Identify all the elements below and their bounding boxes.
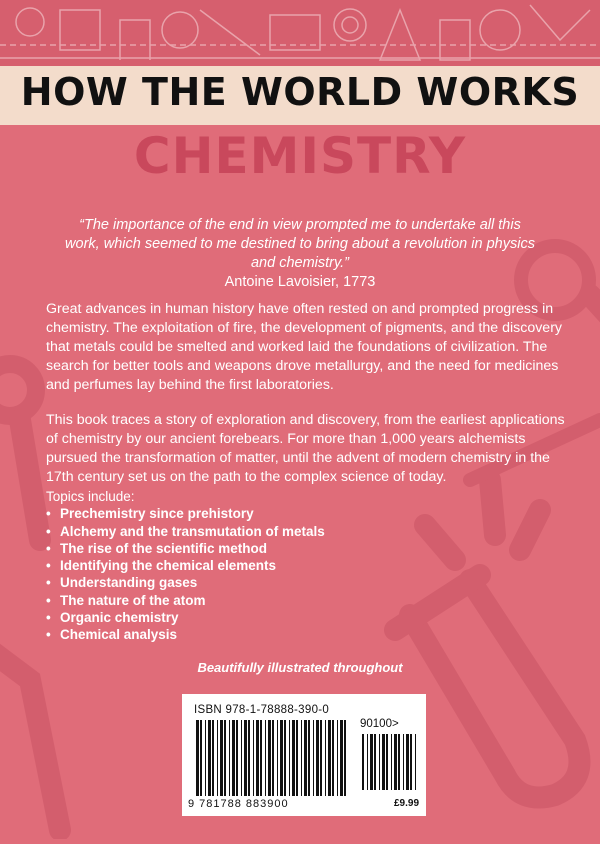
barcode-number: 9 781788 883900 [188, 798, 289, 810]
bullet-icon: • [46, 540, 51, 556]
topics-heading: Topics include: [46, 489, 135, 504]
list-item: • Chemical analysis [46, 627, 178, 643]
bullet-icon: • [46, 575, 51, 591]
bullet-icon: • [46, 610, 51, 626]
list-item: • Prechemistry since prehistory [46, 506, 254, 522]
book-title: CHEMISTRY [133, 127, 467, 185]
quote-block [60, 216, 540, 292]
bullet-icon: • [46, 627, 51, 643]
bullet-icon: • [46, 523, 51, 539]
list-item: • Identifying the chemical elements [46, 558, 277, 574]
price-label: £9.99 [394, 798, 420, 809]
list-item: • Organic chemistry [46, 610, 179, 626]
list-item: • Understanding gases [46, 575, 198, 591]
addon-code: 90100> [360, 718, 399, 730]
tagline: Beautifully illustrated throughout [197, 660, 403, 675]
list-item: • The rise of the scientific method [46, 540, 268, 556]
list-item: • The nature of the atom [46, 592, 206, 608]
bullet-icon: • [46, 506, 51, 522]
list-item: • Alchemy and the transmutation of metals [46, 523, 325, 539]
lab-equipment-illustration [0, 0, 600, 66]
isbn-label: ISBN 978-1-78888-390-0 [194, 704, 330, 716]
bullet-icon: • [46, 592, 51, 608]
series-title: HOW THE WORLD WORKS [20, 70, 580, 114]
topics-list [46, 488, 346, 644]
bullet-icon: • [46, 558, 51, 574]
barcode-panel [182, 694, 426, 816]
flask-icon [0, 650, 60, 830]
quote-attribution: Antoine Lavoisier, 1773 [224, 274, 376, 290]
body-paragraph: Great advances in human history have often rested on and prompted progress in chemistry. The exploitation of fire, the development of pigments, and the discovery that metals could be smelted and worked laid the foundations of civilization. The search for better tools and weapons drove metallurgy, and the need for medicines and perfumes lay behind the first laboratories. [46, 301, 563, 393]
quote-text: “The importance of the end in view prompted me to undertake all this work, which seemed to me destined to bring about a revolution in physics and chemistry.” [65, 217, 535, 271]
body-paragraph: This book traces a story of exploration and discovery, from the earliest applications of chemistry by our ancient forebears. For more than 1,000 years alchemists pursued the transformation of matter, until the advent of modern chemistry in the 17th century set us on the path to the complex science of today. [46, 412, 565, 485]
